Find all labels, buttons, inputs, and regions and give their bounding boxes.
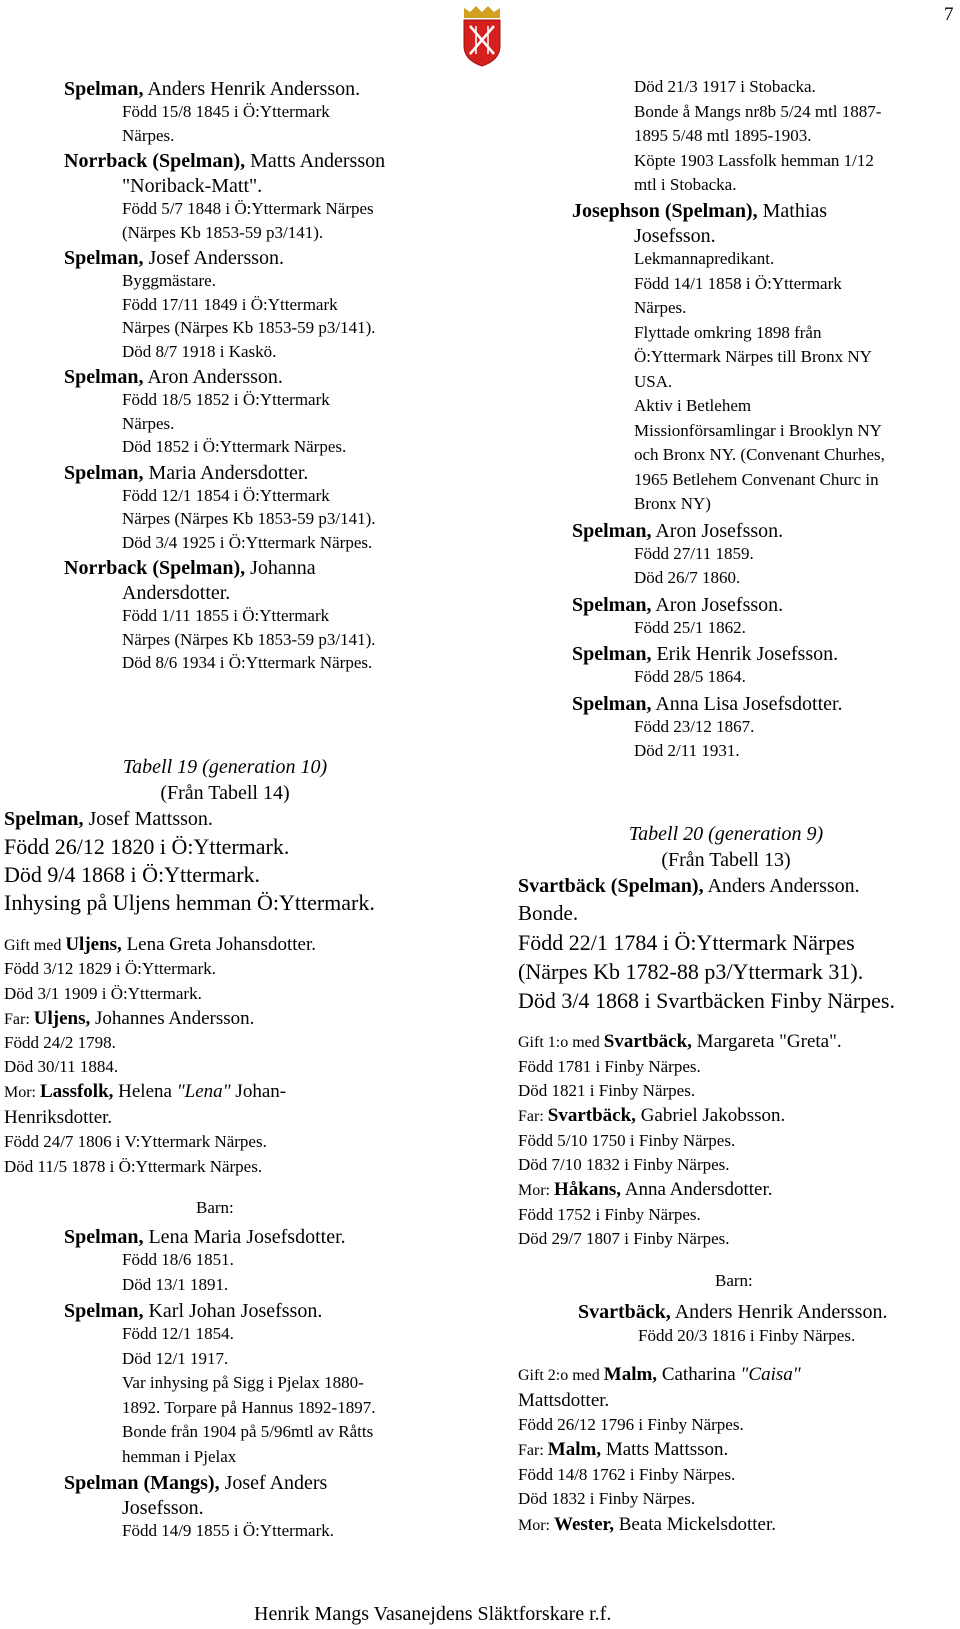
table20-far1-fact: Död 7/10 1832 i Finby Närpes. [518,1155,730,1174]
child-detail: Född 20/3 1816 i Finby Närpes. [638,1326,856,1345]
table20-mor1-fact: Född 1752 i Finby Närpes. [518,1205,701,1224]
table19-fact: Död 9/4 1868 i Ö:Yttermark. [4,862,261,887]
table20-spouse2: Gift 2:o med Malm, Catharina "Caisa" [518,1364,801,1385]
child-detail: Död 26/7 1860. [634,568,741,587]
table19-from: (Från Tabell 14) [160,782,290,804]
child-detail: Byggmästare. [122,271,216,290]
child-detail: Född 25/1 1862. [634,617,746,637]
child-name: Norrback (Spelman), Matts Andersson [64,150,386,172]
table20-fact: Död 3/4 1868 i Svartbäcken Finby Närpes. [518,988,895,1013]
child-detail: Född 1/11 1855 i Ö:Yttermark [122,606,330,625]
table20-spouse2-fact: Född 26/12 1796 i Finby Närpes. [518,1415,744,1434]
page-number: 7 [944,4,954,25]
child-detail: Ö:Yttermark Närpes till Bronx NY [634,347,872,366]
child-detail: 1895 5/48 mtl 1895-1903. [634,126,812,145]
child-detail: Flyttade omkring 1898 från [634,322,822,342]
child-detail: Född 23/12 1867. [634,716,755,736]
child-name: Spelman, Josef Andersson. [64,247,285,269]
child-detail: Född 12/1 1854. [122,1324,234,1343]
table20-barn-label: Barn: [715,1271,753,1290]
table19-mor: Mor: Lassfolk, Helena "Lena" Johan- [4,1081,287,1102]
coat-of-arms-logo [456,4,508,68]
table19-mor-cont: Henriksdotter. [4,1107,113,1128]
child-name: Spelman (Mangs), Josef Anders [64,1472,328,1494]
table20-spouse1: Gift 1:o med Svartbäck, Margareta "Greta". [518,1031,842,1052]
child-name: Spelman, Anna Lisa Josefsdotter. [572,692,843,715]
child-name: Spelman, Karl Johan Josefsson. [64,1300,323,1322]
child-detail: Död 8/7 1918 i Kaskö. [122,341,277,361]
child-name: Spelman, Erik Henrik Josefsson. [572,643,839,665]
table20-far2-fact: Född 14/8 1762 i Finby Närpes. [518,1465,736,1484]
child-name: "Noriback-Matt". [122,175,263,197]
table19-mor-fact: Född 24/7 1806 i V:Yttermark Närpes. [4,1132,267,1151]
child-detail: (Närpes Kb 1853-59 p3/141). [122,222,324,242]
child-detail: Född 15/8 1845 i Ö:Yttermark [122,102,330,121]
child-detail: Närpes (Närpes Kb 1853-59 p3/141). [122,509,376,528]
child-name: Spelman, Aron Josefsson. [572,593,784,616]
child-detail: Närpes (Närpes Kb 1853-59 p3/141). [122,318,376,337]
child-detail: Död 21/3 1917 i Stobacka. [634,77,816,96]
table20-spouse2-cont: Mattsdotter. [518,1390,610,1411]
child-name: Spelman, Anders Henrik Andersson. [64,78,361,100]
child-detail: Död 8/6 1934 i Ö:Yttermark Närpes. [122,653,373,672]
child-detail: Född 17/11 1849 i Ö:Yttermark [122,294,338,314]
table20-fact: Född 22/1 1784 i Ö:Yttermark Närpes [518,930,855,955]
child-name: Spelman, Maria Andersdotter. [64,461,309,484]
child-detail: mtl i Stobacka. [634,175,737,194]
table20-mor1: Mor: Håkans, Anna Andersdotter. [518,1179,773,1200]
child-detail: Född 18/6 1851. [122,1250,234,1269]
child-detail: och Bronx NY. (Convenant Churhes, [634,445,885,464]
table20-far1-fact: Född 5/10 1750 i Finby Närpes. [518,1131,736,1150]
child-detail: Död 2/11 1931. [634,741,740,760]
child-name: Josephson (Spelman), Mathias [572,200,828,222]
table19-spouse: Gift med Uljens, Lena Greta Johansdotter. [4,934,316,955]
table19-spouse-fact: Död 3/1 1909 i Ö:Yttermark. [4,984,202,1003]
table20-spouse1-fact: Död 1821 i Finby Närpes. [518,1081,696,1100]
child-detail: Död 13/1 1891. [122,1274,229,1294]
table19-fact: Inhysing på Uljens hemman Ö:Yttermark. [4,890,375,915]
child-detail: Död 12/1 1917. [122,1348,229,1368]
child-detail: USA. [634,371,673,391]
child-detail: Bonde å Mangs nr8b 5/24 mtl 1887- [634,101,882,121]
table20-head: Svartbäck (Spelman), Anders Andersson. [518,875,860,897]
table19-head: Spelman, Josef Mattsson. [4,808,213,830]
table19-fact: Född 26/12 1820 i Ö:Yttermark. [4,834,290,859]
child-detail: Närpes. [122,125,175,145]
table19-far-fact: Död 30/11 1884. [4,1057,119,1076]
table20-title: Tabell 20 (generation 9) [628,823,824,845]
table19-mor-fact: Död 11/5 1878 i Ö:Yttermark Närpes. [4,1157,263,1176]
table19-barn-label: Barn: [196,1198,234,1217]
table20-far2-fact: Död 1832 i Finby Närpes. [518,1489,696,1508]
table20-from: (Från Tabell 13) [661,849,791,871]
child-detail: Bonde från 1904 på 5/96mtl av Råtts [122,1422,374,1441]
child-detail: Död 1852 i Ö:Yttermark Närpes. [122,437,347,456]
child-detail: Närpes. [634,298,687,317]
table19-far-fact: Född 24/2 1798. [4,1033,116,1052]
child-detail: Född 27/11 1859. [634,543,754,563]
child-detail: Född 18/5 1852 i Ö:Yttermark [122,390,330,409]
table20-spouse1-fact: Född 1781 i Finby Närpes. [518,1057,701,1076]
child-detail: Född 12/1 1854 i Ö:Yttermark [122,485,330,505]
child-detail: Närpes (Närpes Kb 1853-59 p3/141). [122,629,376,649]
child-detail: 1892. Torpare på Hannus 1892-1897. [122,1397,376,1417]
child-detail: Bronx NY) [634,494,711,513]
child-detail: 1965 Betlehem Convenant Churc in [634,469,879,489]
child-detail: Aktiv i Betlehem [634,396,752,415]
child-name: Spelman, Lena Maria Josefsdotter. [64,1226,346,1248]
child-detail: Var inhysing på Sigg i Pjelax 1880- [122,1373,364,1392]
child-detail: Närpes. [122,413,175,433]
child-detail: Född 14/1 1858 i Ö:Yttermark [634,273,842,293]
table19-spouse-fact: Född 3/12 1829 i Ö:Yttermark. [4,959,217,978]
table20-mor1-fact: Död 29/7 1807 i Finby Närpes. [518,1229,730,1248]
table20-far1: Far: Svartbäck, Gabriel Jakobsson. [518,1105,786,1126]
child-detail: hemman i Pjelax [122,1446,237,1466]
table20-fact: Bonde. [518,901,579,925]
child-name: Svartbäck, Anders Henrik Andersson. [578,1301,888,1323]
table20-mor2: Mor: Wester, Beata Mickelsdotter. [518,1514,776,1535]
child-name-cont: Josefsson. [122,1497,204,1519]
child-detail: Missionförsamlingar i Brooklyn NY [634,420,882,440]
child-detail: Död 3/4 1925 i Ö:Yttermark Närpes. [122,532,373,552]
child-detail: Lekmannapredikant. [634,249,775,268]
child-name-cont: Josefsson. [634,225,716,247]
child-name: Andersdotter. [122,582,231,604]
table19-far: Far: Uljens, Johannes Andersson. [4,1008,255,1029]
child-name: Spelman, Aron Josefsson. [572,519,784,542]
child-detail: Född 14/9 1855 i Ö:Yttermark. [122,1521,335,1540]
page-footer: Henrik Mangs Vasanejdens Släktforskare r.f. [254,1603,612,1625]
child-detail: Köpte 1903 Lassfolk hemman 1/12 [634,150,874,170]
child-detail: Född 5/7 1848 i Ö:Yttermark Närpes [122,199,374,218]
table20-far2: Far: Malm, Matts Mattsson. [518,1439,729,1460]
child-name: Norrback (Spelman), Johanna [64,557,316,579]
table20-fact: (Närpes Kb 1782-88 p3/Yttermark 31). [518,959,864,984]
child-detail: Född 28/5 1864. [634,667,746,686]
table19-title: Tabell 19 (generation 10) [122,756,328,778]
child-name: Spelman, Aron Andersson. [64,366,283,388]
